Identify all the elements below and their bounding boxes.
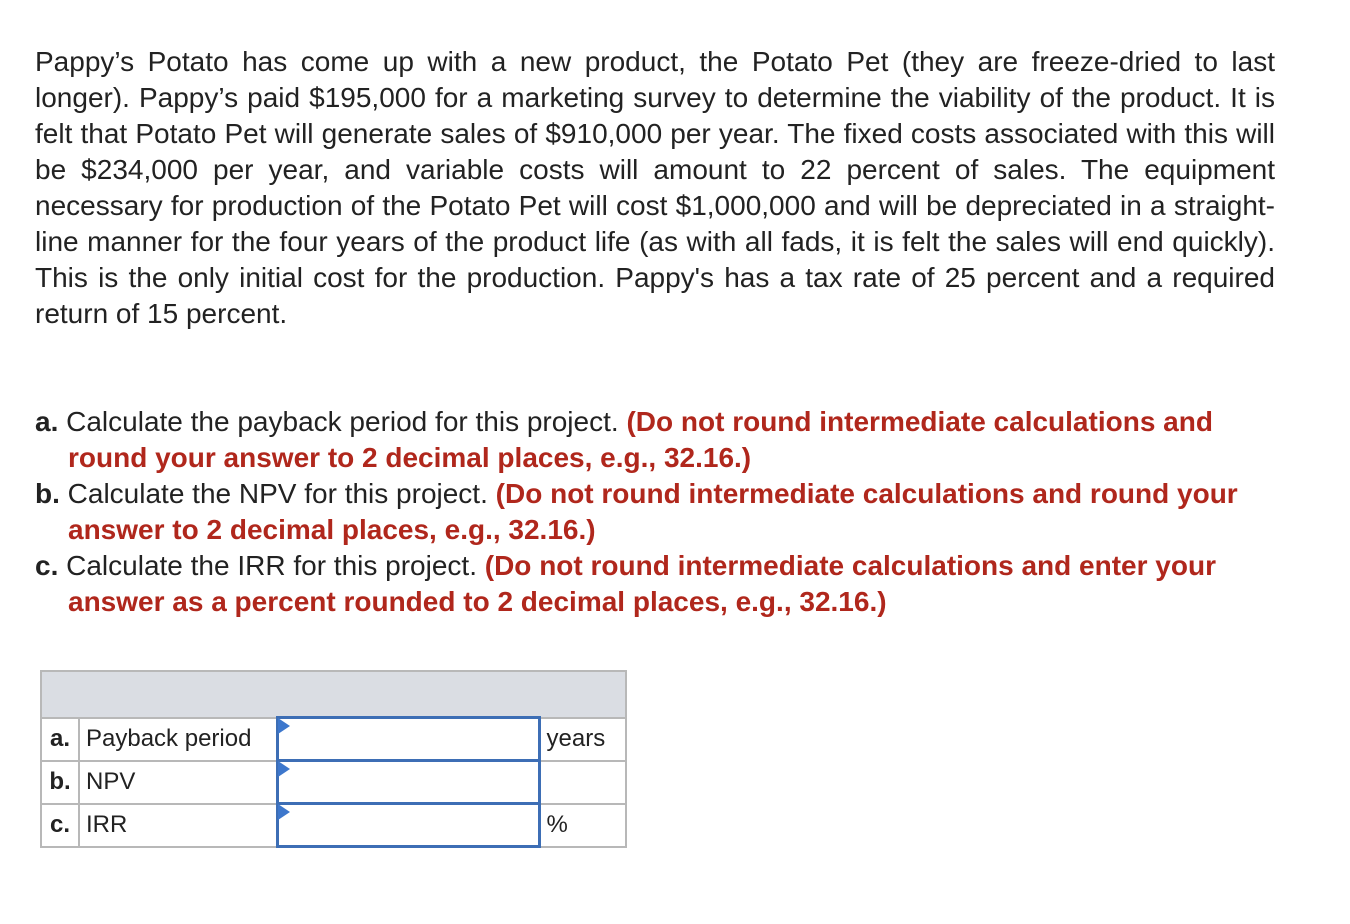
question-letter: b.	[35, 478, 60, 509]
flag-icon	[278, 761, 290, 777]
question-instruction: (Do not round intermediate calculations and round your answer to 2 decimal places, e.g., 32.16.)	[68, 478, 1238, 545]
row-letter: c.	[41, 804, 79, 847]
row-label: Payback period	[79, 718, 277, 761]
payback-period-input[interactable]	[279, 719, 538, 759]
irr-input[interactable]	[279, 805, 538, 845]
answer-table-header	[41, 671, 626, 718]
question-b	[35, 476, 1285, 548]
question-letter: a.	[35, 406, 59, 437]
row-letter: a.	[41, 718, 79, 761]
answer-row-npv	[41, 761, 626, 804]
row-unit: %	[539, 804, 626, 847]
npv-input[interactable]	[279, 762, 538, 802]
answer-row-irr	[41, 804, 626, 847]
flag-icon	[278, 804, 290, 820]
question-text: Calculate the payback period for this project.	[66, 406, 619, 437]
question-instruction: (Do not round intermediate calculations and enter your answer as a percent rounded to 2 decimal places, e.g., 32.16.)	[68, 550, 1216, 617]
question-instruction: (Do not round intermediate calculations and round your answer to 2 decimal places, e.g., 32.16.)	[68, 406, 1213, 473]
npv-input-cell	[277, 761, 539, 804]
row-label: IRR	[79, 804, 277, 847]
payback-input-cell	[277, 718, 539, 761]
irr-input-cell	[277, 804, 539, 847]
question-a	[35, 404, 1285, 476]
question-list	[35, 404, 1285, 620]
question-text: Calculate the NPV for this project.	[67, 478, 488, 509]
answer-table	[40, 670, 627, 848]
problem-statement: Pappy’s Potato has come up with a new product, the Potato Pet (they are freeze-dried to last longer). Pappy’s paid $195,000 for a marketing survey to determine the viability of the product. It is felt that Potato Pet will generate sales of $910,000 per year. The fixed costs associated with this will be $234,000 per year, and variable costs will amount to 22 percent of sales. The equipment necessary for production of the Potato Pet will cost $1,000,000 and will be depreciated in a straight-line manner for the four years of the product life (as with all fads, it is felt the sales will end quickly). This is the only initial cost for the production. Pappy's has a tax rate of 25 percent and a required return of 15 percent.	[35, 46, 1275, 329]
question-c	[35, 548, 1285, 620]
question-text: Calculate the IRR for this project.	[66, 550, 477, 581]
row-unit	[539, 761, 626, 804]
row-letter: b.	[41, 761, 79, 804]
question-letter: c.	[35, 550, 59, 581]
answer-table-header-cell	[41, 671, 626, 718]
row-unit: years	[539, 718, 626, 761]
answer-row-payback	[41, 718, 626, 761]
flag-icon	[278, 718, 290, 734]
row-label: NPV	[79, 761, 277, 804]
